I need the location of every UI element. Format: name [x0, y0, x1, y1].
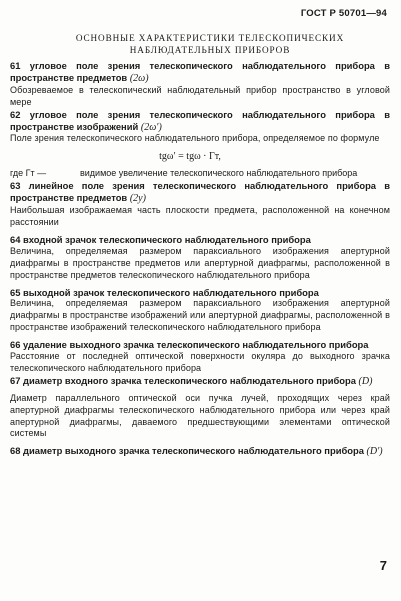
term-heading	[10, 60, 390, 85]
standard-code: ГОСТ Р 50701—94	[300, 8, 387, 19]
section-title	[40, 32, 380, 56]
term-67	[10, 375, 390, 441]
term-heading-text: 64 входной зрачок телескопического наблюдательного прибора	[10, 233, 311, 245]
formula-legend-text: видимое увеличение телескопического наблюдательного прибора	[80, 168, 358, 179]
term-heading-text: 66 удаление выходного зрачка телескопического наблюдательного прибора	[10, 339, 369, 351]
term-definition: Наибольшая изображаемая часть плоскости предмета, расположенной на конечном расстоянии	[10, 205, 390, 227]
formula-legend-label: где Гт —	[10, 168, 47, 179]
formula: tgω′ = tgω · Гт,	[159, 151, 221, 163]
term-heading-text: 67 диаметр входного зрачка телескопического наблюдательного прибора	[10, 374, 356, 386]
terms-body	[10, 60, 390, 458]
formula-legend	[10, 168, 390, 180]
term-symbol: (D)	[358, 375, 373, 387]
term-symbol: (2ω′)	[140, 121, 162, 133]
term-definition: Обозреваемое в телескопический наблюдательный прибор пространство в угловой мере	[10, 84, 390, 107]
term-heading	[10, 180, 390, 205]
term-64	[10, 234, 390, 282]
term-63	[10, 180, 390, 229]
term-65	[10, 287, 390, 335]
term-definition: Диаметр параллельного оптической оси пучка лучей, проходящих через край апертурной диафрагмы телескопического наблюдательного прибора или через край апертурной диафрагмы, даваемого предшествующими элементами оптической системы	[10, 392, 390, 439]
term-symbol: (D′)	[366, 446, 383, 458]
term-66	[10, 339, 390, 375]
term-symbol: (2ω)	[129, 72, 149, 84]
term-definition: Расстояние от последней оптической поверхности окуляра до выходного зрачка телескопического наблюдательного прибора	[10, 351, 390, 373]
term-heading	[10, 287, 390, 299]
term-68	[10, 445, 390, 458]
term-heading	[10, 375, 390, 388]
section-title-line-2: НАБЛЮДАТЕЛЬНЫХ ПРИБОРОВ	[129, 45, 291, 55]
term-heading	[10, 339, 390, 351]
term-heading-text: 61 угловое поле зрения телескопического наблюдательного прибора в пространстве предметов	[10, 60, 390, 83]
term-61	[10, 60, 390, 109]
term-62	[10, 109, 390, 181]
page-number: 7	[379, 558, 387, 573]
term-heading-text: 68 диаметр выходного зрачка телескопического наблюдательного прибора	[10, 445, 364, 457]
term-definition: Величина, определяемая размером параксиального изображения апертурной диафрагмы в пространстве изображений или апертурной диафрагмы, расположенной в пространстве изображений телескопического наблюдательного прибора	[10, 298, 390, 333]
term-heading	[10, 109, 390, 134]
term-heading	[10, 445, 390, 458]
term-symbol: (2y)	[129, 193, 146, 205]
term-definition: Поле зрения телескопического наблюдательного прибора, определяемое по формуле	[10, 133, 380, 144]
term-definition: Величина, определяемая размером параксиального изображения апертурной диафрагмы в пространстве предметов или апертурной диафрагмы, расположенной в пространстве предметов телескопического наблюдательного прибора	[10, 245, 390, 280]
term-heading-text: 62 угловое поле зрения телескопического наблюдательного прибора в пространстве изображений	[10, 108, 390, 132]
section-title-line-1: ОСНОВНЫЕ ХАРАКТЕРИСТИКИ ТЕЛЕСКОПИЧЕСКИХ	[75, 33, 345, 43]
term-heading-text: 63 линейное поле зрения телескопического наблюдательного прибора в пространстве предметов	[10, 180, 390, 204]
term-heading	[10, 234, 390, 246]
term-heading-text: 65 выходной зрачок телескопического наблюдательного прибора	[10, 286, 319, 298]
